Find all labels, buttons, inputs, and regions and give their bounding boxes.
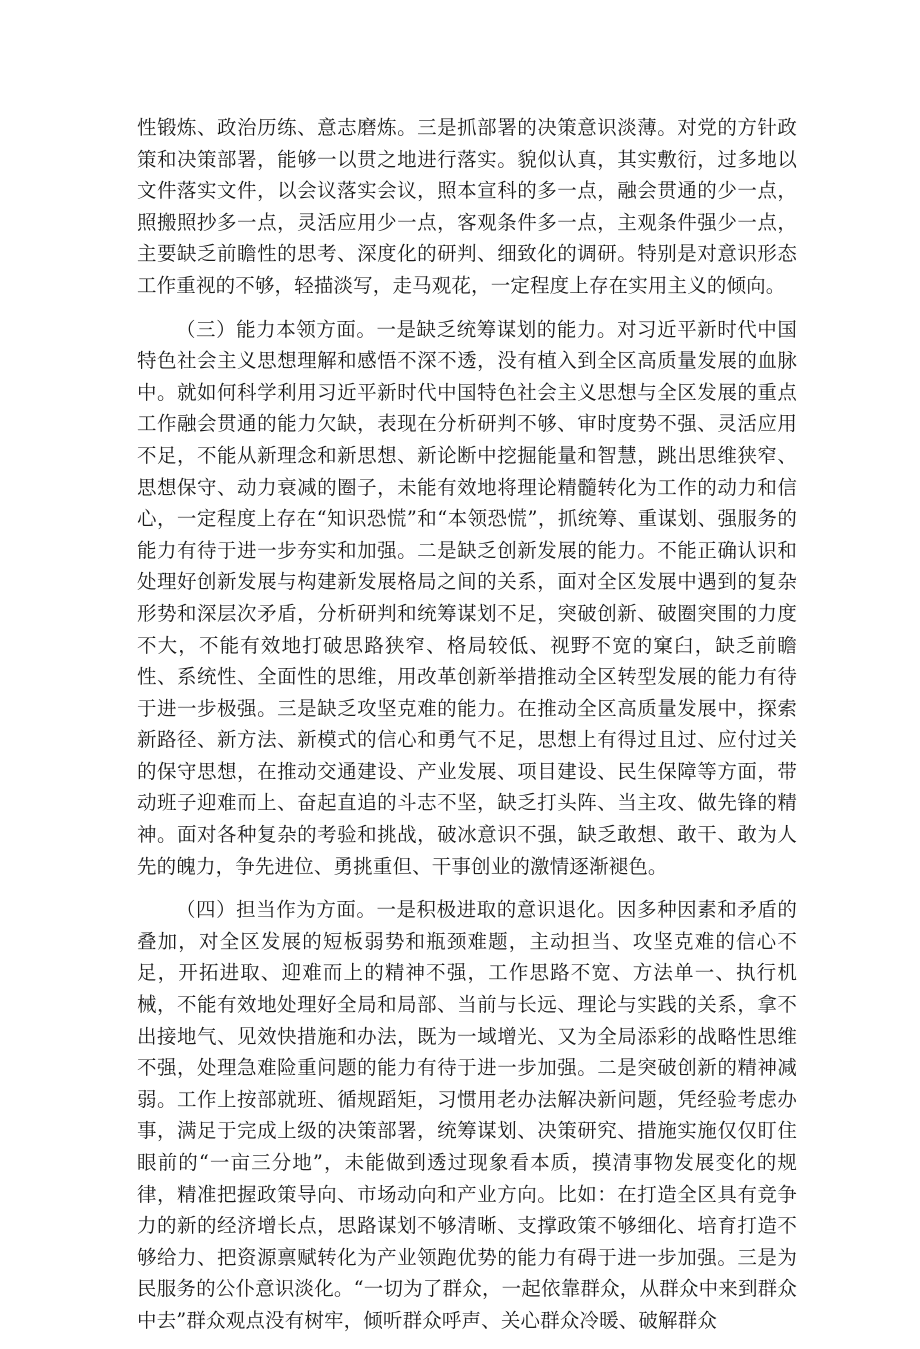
paragraph-ability: （三）能力本领方面。一是缺乏统筹谋划的能力。对习近平新时代中国特色社会主义思想理解和感悟不深不透，没有植入到全区高质量发展的血脉中。就如何科学利用习近平新时代中国特色社会主义思想与全区发展的重点工作融会贯通的能力欠缺，表现在分析研判不够、审时度势不强、灵活应用不足，不能从新理念和新思想、新论断中挖掘能量和智慧，跳出思维狭窄、思想保守、动力衰减的圈子，未能有效地将理论精髓转化为工作的动力和信心，一定程度上存在“知识恐慌”和“本领恐慌”，抓统筹、重谋划、强服务的能力有待于进一步夯实和加强。二是缺乏创新发展的能力。不能正确认识和处理好创新发展与构建新发展格局之间的关系，面对全区发展中遇到的复杂形势和深层次矛盾，分析研判和统筹谋划不足，突破创新、破圈突围的力度不大，不能有效地打破思路狭窄、格局较低、视野不宽的窠臼，缺乏前瞻性、系统性、全面性的思维，用改革创新举措推动全区转型发展的能力有待于进一步极强。三是缺乏攻坚克难的能力。在推动全区高质量发展中，探索新路径、新方法、新模式的信心和勇气不足，思想上有得过且过、应付过关的保守思想，在推动交通建设、产业发展、项目建设、民生保障等方面，带动班子迎难而上、奋起直追的斗志不坚，缺乏打头阵、当主攻、做先锋的精神。面对各种复杂的考验和挑战，破冰意识不强，缺乏敢想、敢干、敢为人先的魄力，争先进位、勇挑重但、干事创业的激情逐渐褪色。 [137, 317, 797, 878]
paragraph-continuation: 性锻炼、政治历练、意志磨炼。三是抓部署的决策意识淡薄。对党的方针政策和决策部署，能够一以贯之地进行落实。貌似认真，其实敷衍，过多地以文件落实文件，以会议落实会议，照本宣科的多一点，融会贯通的少一点，照搬照抄多一点，灵活应用少一点，客观条件多一点，主观条件强少一点，主要缺乏前瞻性的思考、深度化的研判、细致化的调研。特别是对意识形态工作重视的不够，轻描淡写，走马观花，一定程度上存在实用主义的倾向。 [137, 116, 797, 297]
document-body [137, 112, 797, 1349]
paragraph-responsibility: （四）担当作为方面。一是积极进取的意识退化。因多种因素和矛盾的叠加，对全区发展的短板弱势和瓶颈难题，主动担当、攻坚克难的信心不足，开拓进取、迎难而上的精神不强，工作思路不宽、方法单一、执行机械，不能有效地处理好全局和局部、当前与长远、理论与实践的关系，拿不出接地气、见效快措施和办法，既为一域增光、又为全局添彩的战略性思维不强，处理急难险重问题的能力有待于进一步加强。二是突破创新的精神减弱。工作上按部就班、循规蹈矩，习惯用老办法解决新问题，凭经验考虑办事，满足于完成上级的决策部署，统筹谋划、决策研究、措施实施仅仅盯住眼前的“一亩三分地”，未能做到透过现象看本质，摸清事物发展变化的规律，精准把握政策导向、市场动向和产业方向。比如：在打造全区具有竞争力的新的经济增长点，思路谋划不够清晰、支撑政策不够细化、培育打造不够给力、把资源禀赋转化为产业领跑优势的能力有碍于进一步加强。三是为民服务的公仆意识淡化。“一切为了群众，一起依靠群众，从群众中来到群众中去”群众观点没有树牢，倾听群众呼声、关心群众冷暖、破解群众 [137, 898, 797, 1332]
